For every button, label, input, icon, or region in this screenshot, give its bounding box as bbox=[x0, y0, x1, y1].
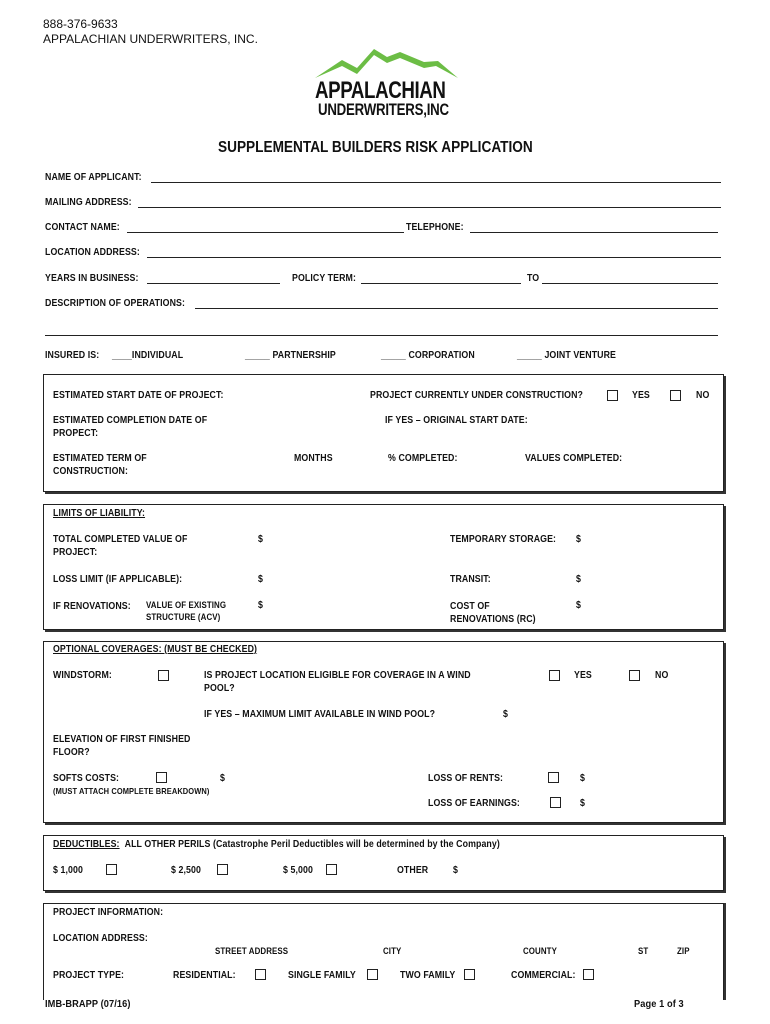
renovations-label: IF RENOVATIONS: bbox=[53, 601, 131, 612]
location-address-field[interactable] bbox=[147, 257, 721, 258]
cost-renovations-label-2: RENOVATIONS (RC) bbox=[450, 614, 536, 625]
pct-completed-label: % COMPLETED: bbox=[388, 453, 458, 464]
loss-of-earnings-dollar: $ bbox=[580, 798, 585, 809]
mailing-address-field[interactable] bbox=[138, 207, 721, 208]
under-construction-no-label: NO bbox=[696, 390, 710, 401]
policy-term-to-field[interactable] bbox=[542, 283, 718, 284]
logo-line-2: UNDERWRITERS,INC bbox=[318, 100, 449, 119]
term-label-2: CONSTRUCTION: bbox=[53, 466, 128, 477]
insured-joint-venture[interactable]: _____ JOINT VENTURE bbox=[517, 350, 616, 361]
elevation-label-2: FLOOR? bbox=[53, 747, 90, 758]
single-family-checkbox[interactable] bbox=[367, 969, 378, 980]
two-family-checkbox[interactable] bbox=[464, 969, 475, 980]
logo-line-1: APPALACHIAN bbox=[315, 77, 446, 104]
temp-storage-dollar: $ bbox=[576, 534, 581, 545]
existing-structure-dollar: $ bbox=[258, 600, 263, 611]
page-number: Page 1 of 3 bbox=[634, 998, 684, 1010]
under-construction-yes-checkbox[interactable] bbox=[607, 390, 618, 401]
description-label: DESCRIPTION OF OPERATIONS: bbox=[45, 298, 186, 309]
single-family-label: SINGLE FAMILY bbox=[288, 970, 356, 981]
soft-costs-dollar: $ bbox=[220, 773, 225, 784]
page-title: SUPPLEMENTAL BUILDERS RISK APPLICATION bbox=[218, 139, 533, 156]
loss-of-rents-checkbox[interactable] bbox=[548, 772, 559, 783]
name-of-applicant-label: NAME OF APPLICANT: bbox=[45, 172, 142, 183]
description-field-line-2[interactable] bbox=[45, 335, 718, 336]
existing-structure-label-2: STRUCTURE (ACV) bbox=[146, 612, 221, 622]
deductibles-heading-note: ALL OTHER PERILS (Catastrophe Peril Deductibles will be determined by the Company) bbox=[124, 839, 500, 850]
total-value-dollar: $ bbox=[258, 534, 263, 545]
state-label: ST bbox=[638, 946, 649, 956]
soft-costs-checkbox[interactable] bbox=[156, 772, 167, 783]
deductible-2500-checkbox[interactable] bbox=[217, 864, 228, 875]
wind-pool-no-label: NO bbox=[655, 670, 669, 681]
deductible-5000-label: $ 5,000 bbox=[283, 865, 313, 876]
windstorm-checkbox[interactable] bbox=[158, 670, 169, 681]
policy-term-label: POLICY TERM: bbox=[292, 273, 356, 284]
start-date-label: ESTIMATED START DATE OF PROJECT: bbox=[53, 390, 224, 401]
commercial-label: COMMERCIAL: bbox=[511, 970, 576, 981]
under-construction-no-checkbox[interactable] bbox=[670, 390, 681, 401]
company-logo bbox=[312, 44, 462, 124]
term-label-1: ESTIMATED TERM OF bbox=[53, 453, 147, 464]
wind-pool-no-checkbox[interactable] bbox=[629, 670, 640, 681]
loss-of-earnings-label: LOSS OF EARNINGS: bbox=[428, 798, 520, 809]
max-limit-label: IF YES – MAXIMUM LIMIT AVAILABLE IN WIND POOL? bbox=[204, 709, 436, 720]
deductible-other-dollar: $ bbox=[453, 865, 458, 876]
two-family-label: TWO FAMILY bbox=[400, 970, 456, 981]
under-construction-yes-label: YES bbox=[632, 390, 650, 401]
deductibles-heading-label: DEDUCTIBLES: bbox=[53, 839, 120, 850]
policy-term-to-label: TO bbox=[527, 273, 540, 284]
deductible-1000-label: $ 1,000 bbox=[53, 865, 83, 876]
optional-heading: OPTIONAL COVERAGES: (MUST BE CHECKED) bbox=[53, 644, 258, 655]
deductible-1000-checkbox[interactable] bbox=[106, 864, 117, 875]
location-address-label: LOCATION ADDRESS: bbox=[45, 247, 140, 258]
cost-renovations-dollar: $ bbox=[576, 600, 581, 611]
phone-number: 888-376-9633 bbox=[43, 17, 118, 31]
transit-dollar: $ bbox=[576, 574, 581, 585]
contact-name-field[interactable] bbox=[127, 232, 404, 233]
years-in-business-field[interactable] bbox=[147, 283, 280, 284]
zip-label: ZIP bbox=[677, 946, 690, 956]
form-id: IMB-BRAPP (07/16) bbox=[45, 998, 131, 1010]
under-construction-label: PROJECT CURRENTLY UNDER CONSTRUCTION? bbox=[370, 390, 584, 401]
total-value-label-2: PROJECT: bbox=[53, 547, 98, 558]
existing-structure-label-1: VALUE OF EXISTING bbox=[146, 600, 227, 610]
loss-of-earnings-checkbox[interactable] bbox=[550, 797, 561, 808]
loss-limit-label: LOSS LIMIT (IF APPLICABLE): bbox=[53, 574, 183, 585]
wind-pool-yes-label: YES bbox=[574, 670, 592, 681]
transit-label: TRANSIT: bbox=[450, 574, 491, 585]
loss-of-rents-label: LOSS OF RENTS: bbox=[428, 773, 504, 784]
street-address-label: STREET ADDRESS bbox=[215, 946, 289, 956]
deductible-other-label: OTHER bbox=[397, 865, 429, 876]
completion-date-label-1: ESTIMATED COMPLETION DATE OF bbox=[53, 415, 208, 426]
limits-heading: LIMITS OF LIABILITY: bbox=[53, 508, 146, 519]
values-completed-label: VALUES COMPLETED: bbox=[525, 453, 623, 464]
deductibles-heading bbox=[53, 839, 500, 850]
mailing-address-label: MAILING ADDRESS: bbox=[45, 197, 132, 208]
insured-corporation[interactable]: _____ CORPORATION bbox=[381, 350, 475, 361]
description-field[interactable] bbox=[195, 308, 718, 309]
elevation-label-1: ELEVATION OF FIRST FINISHED bbox=[53, 734, 191, 745]
years-in-business-label: YEARS IN BUSINESS: bbox=[45, 273, 139, 284]
deductible-5000-checkbox[interactable] bbox=[326, 864, 337, 875]
wind-pool-yes-checkbox[interactable] bbox=[549, 670, 560, 681]
project-type-label: PROJECT TYPE: bbox=[53, 970, 125, 981]
contact-name-label: CONTACT NAME: bbox=[45, 222, 120, 233]
wind-pool-eligible-label-2: POOL? bbox=[204, 683, 235, 694]
deductible-2500-label: $ 2,500 bbox=[171, 865, 201, 876]
telephone-label: TELEPHONE: bbox=[406, 222, 464, 233]
project-location-label: LOCATION ADDRESS: bbox=[53, 933, 148, 944]
temp-storage-label: TEMPORARY STORAGE: bbox=[450, 534, 557, 545]
cost-renovations-label-1: COST OF bbox=[450, 601, 490, 612]
commercial-checkbox[interactable] bbox=[583, 969, 594, 980]
telephone-field[interactable] bbox=[470, 232, 718, 233]
soft-costs-label: SOFTS COSTS: bbox=[53, 773, 120, 784]
insured-individual[interactable]: ____INDIVIDUAL bbox=[112, 350, 184, 361]
county-label: COUNTY bbox=[523, 946, 557, 956]
insured-is-label: INSURED IS: bbox=[45, 350, 100, 361]
must-attach-note: (MUST ATTACH COMPLETE BREAKDOWN) bbox=[53, 786, 210, 796]
insured-partnership[interactable]: _____ PARTNERSHIP bbox=[245, 350, 336, 361]
loss-limit-dollar: $ bbox=[258, 574, 263, 585]
months-label: MONTHS bbox=[294, 453, 333, 464]
city-label: CITY bbox=[383, 946, 402, 956]
company-name: APPALACHIAN UNDERWRITERS, INC. bbox=[43, 32, 258, 46]
wind-pool-eligible-label-1: IS PROJECT LOCATION ELIGIBLE FOR COVERAGE IN A WIND bbox=[204, 670, 471, 681]
completion-date-label-2: PROPECT: bbox=[53, 428, 99, 439]
windstorm-label: WINDSTORM: bbox=[53, 670, 112, 681]
total-value-label-1: TOTAL COMPLETED VALUE OF bbox=[53, 534, 188, 545]
max-limit-dollar: $ bbox=[503, 709, 508, 720]
policy-term-from-field[interactable] bbox=[361, 283, 521, 284]
residential-checkbox[interactable] bbox=[255, 969, 266, 980]
loss-of-rents-dollar: $ bbox=[580, 773, 585, 784]
residential-label: RESIDENTIAL: bbox=[173, 970, 236, 981]
name-of-applicant-field[interactable] bbox=[151, 182, 721, 183]
project-info-heading: PROJECT INFORMATION: bbox=[53, 907, 164, 918]
original-start-label: IF YES – ORIGINAL START DATE: bbox=[385, 415, 528, 426]
